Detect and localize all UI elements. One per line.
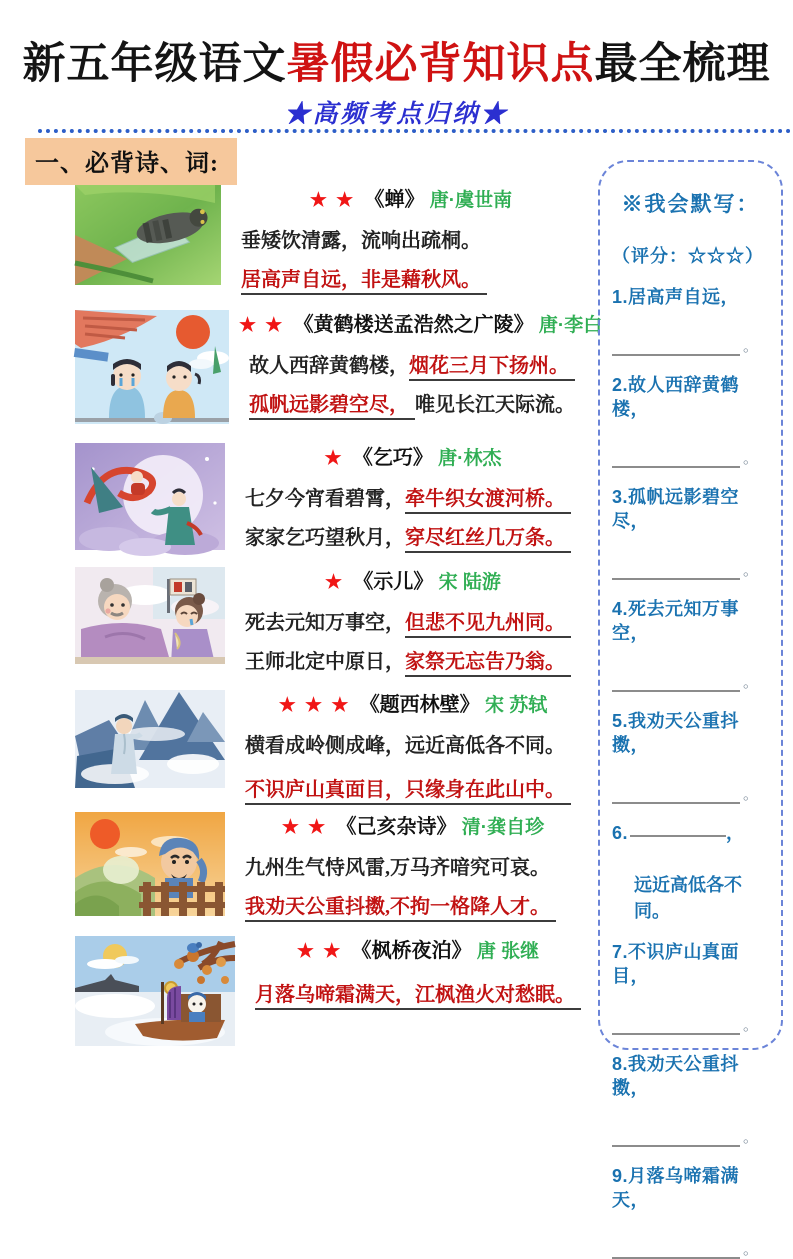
- mount-lu-icon: [75, 690, 225, 788]
- blank-stop: 。: [743, 1017, 759, 1034]
- poem-line: [235, 609, 591, 637]
- verse-segment-highlight: 居高声自远，非是藉秋风。: [241, 269, 487, 295]
- maple-bridge-icon: [75, 936, 235, 1046]
- magpie-bridge-illustration: [75, 443, 225, 550]
- answer-blank: [630, 823, 726, 837]
- jihai-scene-icon: [75, 812, 225, 916]
- poem-title: [235, 812, 591, 843]
- dictation-prompt: 9.月落乌啼霜满天，: [612, 1166, 740, 1210]
- verse-segment-highlight: 穿尽红丝几万条。: [405, 527, 571, 553]
- verse-segment-highlight: 家祭无忘告乃翁。: [405, 651, 571, 677]
- answer-blank: [612, 1133, 740, 1147]
- blank-stop: 。: [743, 562, 759, 579]
- poem-line: [235, 776, 591, 804]
- poem-title: [235, 567, 591, 598]
- verse-segment-highlight: 不识庐山真面目，只缘身在此山中。: [245, 779, 571, 805]
- night-boat-illustration: [75, 936, 235, 1046]
- verse-segment-highlight: 月落乌啼霜满天，江枫渔火对愁眠。: [255, 984, 581, 1010]
- blank-stop: 。: [743, 1241, 759, 1258]
- dictation-prompt: 2.故人西辞黄鹤楼，: [612, 375, 740, 419]
- blank-stop: 。: [743, 450, 759, 467]
- verse-segment-highlight: 烟花三月下扬州。: [409, 355, 575, 381]
- verse-segment: 故人西辞黄鹤楼，: [249, 355, 409, 377]
- answer-blank: [612, 342, 740, 356]
- dictation-panel: [598, 160, 783, 1258]
- poem-author: 唐·林杰: [438, 448, 502, 469]
- farewell-scene-icon: [75, 310, 229, 424]
- page-title: [0, 30, 793, 91]
- item-number: 6.: [612, 823, 629, 843]
- verse-segment-highlight: 但悲不见九州同。: [405, 612, 571, 638]
- poem-author: 唐·虞世南: [429, 190, 513, 211]
- poem-name: 《蝉》: [364, 189, 425, 211]
- section-heading: 一、必背诗、词:: [25, 138, 237, 185]
- cicada-illustration: [75, 185, 221, 285]
- dictation-item-2: [612, 373, 769, 468]
- subtitle: ★高频考点归纳★: [284, 100, 509, 128]
- star-rating-icon: ★ ★: [281, 817, 328, 838]
- dictation-prompt: 5.我劝天公重抖擞，: [612, 711, 740, 755]
- dictation-item-4: [612, 597, 769, 692]
- poem-line: [239, 352, 591, 380]
- verse-segment: 死去元知万事空，: [245, 612, 405, 634]
- verse-segment: 王师北定中原日，: [245, 651, 405, 673]
- poem-line: [235, 648, 591, 676]
- poem-author: 唐·李白: [538, 315, 603, 336]
- dictation-given-tail: 远近高低各不同。: [634, 875, 742, 921]
- dictation-item-5: [612, 709, 769, 804]
- poem-author: 宋 苏轼: [484, 695, 548, 716]
- poem-title: [235, 443, 591, 474]
- poem-title: [245, 936, 591, 967]
- poem-line: [235, 524, 591, 552]
- poem-title: [239, 310, 603, 341]
- verse-segment-highlight: 牵牛织女渡河桥。: [405, 488, 571, 514]
- poem-row-chan: [75, 185, 591, 294]
- answer-blank: [612, 454, 740, 468]
- dictation-item-9: [612, 1164, 769, 1259]
- dictation-prompt: 1.居高声自远，: [612, 287, 740, 307]
- poem-row-jihai: [75, 812, 591, 921]
- star-rating-icon: ★: [325, 572, 345, 593]
- verse-segment: 横看成岭侧成峰，远近高低各不同。: [245, 735, 565, 757]
- poem-title: [231, 185, 591, 216]
- dictation-prompt: 4.死去元知万事空，: [612, 599, 740, 643]
- poem-name: 《黄鹤楼送孟浩然之广陵》: [293, 314, 534, 336]
- dictation-item-1: [612, 285, 769, 356]
- poem-line: [239, 391, 591, 419]
- dictation-item-8: [612, 1052, 769, 1147]
- verse-segment: 家家乞巧望秋月，: [245, 527, 405, 549]
- poem-row-fengqiao: [75, 936, 591, 1046]
- blank-stop: 。: [743, 338, 759, 355]
- poem-author: 唐 张继: [476, 941, 540, 962]
- dictation-prompt: [612, 821, 769, 845]
- star-rating-icon: ★ ★ ★: [278, 695, 351, 716]
- poem-row-shier: [75, 567, 591, 676]
- dictation-prompt: 7.不识庐山真面目，: [612, 942, 740, 986]
- verse-segment: 七夕今宵看碧霄，: [245, 488, 405, 510]
- answer-blank: [612, 566, 740, 580]
- dictation-item-3: [612, 485, 769, 580]
- poem-line: [235, 485, 591, 513]
- farewell-illustration: [75, 310, 229, 424]
- poem-line: [245, 981, 591, 1009]
- poem-name: 《枫桥夜泊》: [351, 940, 472, 962]
- blank-stop: 。: [743, 1129, 759, 1146]
- answer-blank: [612, 790, 740, 804]
- poem-line: [231, 266, 591, 294]
- star-rating-icon: ★ ★: [309, 190, 356, 211]
- title-part-red: 暑假必背知识点: [286, 41, 595, 88]
- poem-name: 《题西林壁》: [359, 694, 480, 716]
- poem-line: [231, 227, 591, 255]
- star-rating-icon: ★ ★: [296, 941, 343, 962]
- poem-line: [235, 854, 591, 882]
- title-part-black: 最全梳理: [594, 41, 771, 88]
- poem-name: 《乞巧》: [352, 447, 433, 469]
- verse-segment-highlight: 我劝天公重抖擞,不拘一格降人才。: [245, 896, 556, 922]
- poem-author: 宋 陆游: [438, 572, 501, 593]
- blank-comma: ，: [726, 823, 745, 843]
- poem-line: [235, 732, 591, 760]
- dictation-prompt: 8.我劝天公重抖擞，: [612, 1054, 740, 1098]
- magpie-bridge-icon: [75, 443, 225, 550]
- verse-segment-highlight: 孤帆远影碧空尽，: [249, 394, 415, 420]
- dotted-divider: [38, 129, 791, 133]
- answer-blank: [612, 1021, 740, 1035]
- dictation-score: （评分：☆☆☆）: [612, 246, 764, 266]
- answer-blank: [612, 678, 740, 692]
- star-rating-icon: ★ ★: [239, 315, 285, 336]
- poem-name: 《示儿》: [353, 571, 434, 593]
- verse-segment: 垂矮饮清露，流响出疏桐。: [241, 230, 481, 252]
- dictation-item-6: [612, 821, 769, 923]
- star-rating-icon: ★: [324, 448, 344, 469]
- poem-line: [235, 893, 591, 921]
- dictation-item-7: [612, 940, 769, 1035]
- answer-blank: [612, 1245, 740, 1259]
- title-part-black: 新五年级语文: [22, 41, 287, 88]
- poem-title: [235, 690, 591, 721]
- poem-row-huanghelou: [75, 310, 603, 424]
- poet-fence-illustration: [75, 812, 225, 916]
- dictation-title: ※我会默写：: [621, 193, 760, 216]
- poem-row-xilinbi: [75, 690, 591, 804]
- mountain-illustration: [75, 690, 225, 788]
- cicada-photo-icon: [75, 185, 221, 285]
- poem-author: 清·龚自珍: [461, 817, 545, 838]
- dictation-prompt: 3.孤帆远影碧空尽，: [612, 487, 740, 531]
- deathbed-illustration: [75, 567, 225, 664]
- verse-segment: 九州生气恃风雷,万马齐喑究可哀。: [245, 857, 550, 879]
- verse-segment: 唯见长江天际流。: [415, 394, 575, 416]
- poem-name: 《己亥杂诗》: [336, 816, 457, 838]
- blank-stop: 。: [743, 674, 759, 691]
- blank-stop: 。: [743, 786, 759, 803]
- poem-row-qiqiao: [75, 443, 591, 552]
- deathbed-scene-icon: [75, 567, 225, 664]
